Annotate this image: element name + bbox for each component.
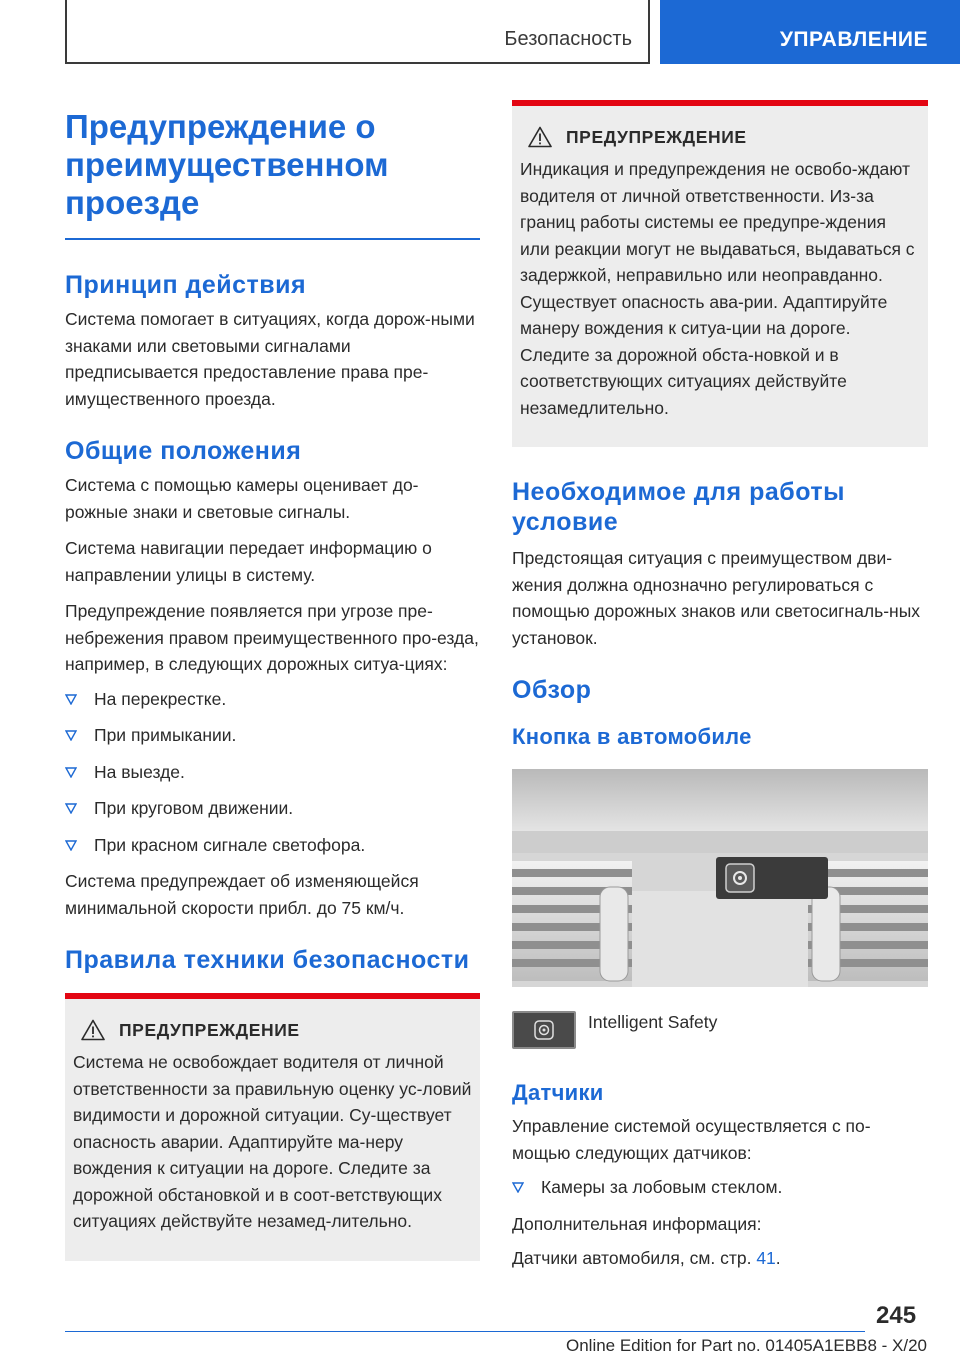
bullet-triangle-icon xyxy=(65,694,77,705)
warning-box-left xyxy=(65,993,480,1261)
list-item xyxy=(65,722,480,749)
general-paragraph-2: Система навигации передает информацию о направлении улицы в систему. xyxy=(65,538,432,585)
condition-text: Предстоящая ситуация с преимуществом дви-жения должна однозначно регулироваться с помощью дорожных знаков или светосигналь-ных установок. xyxy=(512,548,921,648)
left-column xyxy=(65,100,480,1261)
list-item xyxy=(512,1174,928,1201)
bullet-triangle-icon xyxy=(65,803,77,814)
header-chapter-tab[interactable] xyxy=(660,0,960,64)
intelligent-safety-icon xyxy=(512,1011,576,1049)
warning-text: Система не освобождает водителя от личной ответственности за правильную оценку ус-ловий видимости и дорожной ситуации. Су-ществует опасность аварии. Адаптируйте ма-неру вождения к ситуации на дороге. Следите за дорожной обстановкой и в соот-ветствующих ситуациях действуйте незамед-лительно. xyxy=(73,1052,472,1231)
sensors-heading: Датчики xyxy=(512,1080,604,1105)
intelligent-safety-symbol xyxy=(533,1019,555,1041)
list-item-label: На выезде. xyxy=(94,761,185,782)
button-legend xyxy=(512,1011,928,1049)
header-section-label: Безопасность xyxy=(504,28,632,50)
bullet-triangle-icon xyxy=(65,730,77,741)
list-item-label: При примыкании. xyxy=(94,725,237,745)
list-item xyxy=(65,686,480,713)
warning-title xyxy=(528,126,920,148)
general-heading: Общие положения xyxy=(65,437,302,465)
situation-list xyxy=(65,686,480,859)
bullet-triangle-icon xyxy=(65,767,77,778)
list-item xyxy=(65,759,480,786)
edition-label: Online Edition for Part no. 01405A1EBB8 - X/20 xyxy=(565,1336,927,1355)
list-item-label: На перекрестке. xyxy=(94,688,227,709)
list-item-label: При круговом движении. xyxy=(94,798,294,818)
header-section-tab xyxy=(65,0,650,64)
title-divider xyxy=(65,238,480,240)
general-paragraph-1: Система с помощью камеры оценивает до-рожные знаки и световые сигналы. xyxy=(65,475,419,522)
list-item xyxy=(65,832,480,859)
bullet-triangle-icon xyxy=(65,840,77,851)
warning-box-right xyxy=(512,100,928,447)
footer-divider xyxy=(65,1331,865,1332)
list-item xyxy=(65,795,480,822)
left-vent xyxy=(512,861,632,981)
more-info-label: Дополнительная информация: xyxy=(512,1213,762,1234)
page-link[interactable]: 41 xyxy=(756,1248,776,1268)
principle-heading: Принцип действия xyxy=(65,271,307,299)
safety-heading: Правила техники безопасности xyxy=(65,946,470,974)
warning-title-label: ПРЕДУПРЕЖДЕНИЕ xyxy=(566,126,747,147)
principle-text: Система помогает в ситуациях, когда дорож-ными знаками или световыми сигналами предписывается предоставление права пре-имущественного проезда. xyxy=(65,309,475,409)
warning-title xyxy=(81,1019,472,1041)
page-number: 245 xyxy=(876,1302,917,1329)
condition-heading: Необходимое для работы условие xyxy=(512,478,845,536)
header-chapter-label: УПРАВЛЕНИЕ xyxy=(779,28,928,51)
reference-text: Датчики автомобиля, см. стр. xyxy=(512,1248,752,1268)
overview-heading: Обзор xyxy=(512,676,592,704)
general-paragraph-3: Предупреждение появляется при угрозе пре-небрежения правом преимущественного про-езда, например, в следующих дорожных ситуа-циях: xyxy=(65,601,479,674)
bullet-triangle-icon xyxy=(512,1182,524,1193)
warning-text: Индикация и предупреждения не освобо-ждают водителя от личной ответственности. Из-за границ работы системы ее предупре-ждения или реакции могут не выдаваться, выдаваться с задержкой, неправильно или неоправданно. Существует опасность ава-рии. Адаптируйте манеру вождения к ситуа-ции на дороге. Следите за дорожной обста-новкой и в соответствующих ситуациях действуйте незамедлительно. xyxy=(520,159,915,418)
list-item-label: При красном сигнале светофора. xyxy=(94,834,366,855)
warning-triangle-icon xyxy=(81,1019,105,1041)
list-item-label: Камеры за лобовым стеклом. xyxy=(541,1177,783,1197)
sensor-list xyxy=(512,1174,928,1201)
intelligent-safety-button xyxy=(716,857,828,899)
button-subheading: Кнопка в автомобиле xyxy=(512,724,752,749)
warning-title-label: ПРЕДУПРЕЖДЕНИЕ xyxy=(119,1019,300,1040)
car-button-photo xyxy=(512,769,928,987)
warning-triangle-icon xyxy=(528,126,552,148)
sensors-text: Управление системой осуществляется с по-мощью следующих датчиков: xyxy=(512,1116,871,1163)
page-title: Предупреждение о преимущественном проезде xyxy=(65,108,389,221)
intelligent-safety-label: Intelligent Safety xyxy=(588,1012,718,1032)
sensor-reference xyxy=(512,1245,928,1272)
right-column xyxy=(512,100,928,1272)
reference-end: . xyxy=(775,1248,781,1268)
general-paragraph-4: Система предупреждает об изменяющейся минимальной скорости прибл. до 75 км/ч. xyxy=(65,871,419,918)
dashboard-illustration xyxy=(512,769,928,987)
